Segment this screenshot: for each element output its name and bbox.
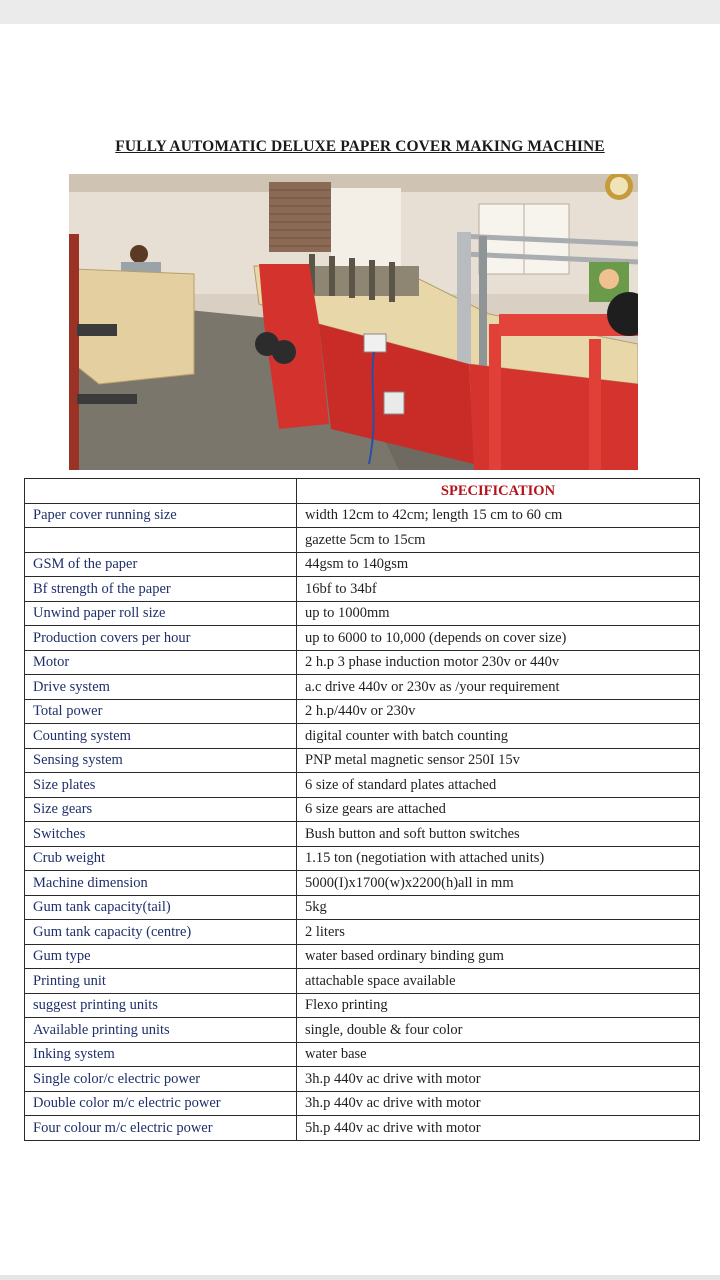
table-row (25, 895, 700, 920)
spec-label: Counting system (25, 724, 297, 749)
table-row (25, 944, 700, 969)
spec-value: 3h.p 440v ac drive with motor (297, 1067, 700, 1092)
specification-table (24, 478, 700, 1141)
table-row (25, 601, 700, 626)
spec-value: digital counter with batch counting (297, 724, 700, 749)
table-row (25, 846, 700, 871)
table-row (25, 675, 700, 700)
spec-value: 5000(I)x1700(w)x2200(h)all in mm (297, 871, 700, 896)
spec-value: 1.15 ton (negotiation with attached units) (297, 846, 700, 871)
table-row (25, 993, 700, 1018)
spec-value: gazette 5cm to 15cm (297, 528, 700, 553)
table-row (25, 699, 700, 724)
spec-label: Gum type (25, 944, 297, 969)
spec-label: Gum tank capacity (centre) (25, 920, 297, 945)
table-row (25, 1091, 700, 1116)
spec-value: 5kg (297, 895, 700, 920)
table-row (25, 1018, 700, 1043)
table-row (25, 1116, 700, 1141)
spec-label: Machine dimension (25, 871, 297, 896)
table-row (25, 503, 700, 528)
spec-value: Flexo printing (297, 993, 700, 1018)
spec-value: attachable space available (297, 969, 700, 994)
table-row (25, 724, 700, 749)
spec-value: 44gsm to 140gsm (297, 552, 700, 577)
paper-cover-machine-photo (69, 174, 638, 470)
spec-value: Bush button and soft button switches (297, 822, 700, 847)
spec-value: 6 size of standard plates attached (297, 773, 700, 798)
spec-value: single, double & four color (297, 1018, 700, 1043)
spec-value: PNP metal magnetic sensor 250I 15v (297, 748, 700, 773)
spec-label (25, 528, 297, 553)
table-row (25, 650, 700, 675)
spec-label: Motor (25, 650, 297, 675)
spec-value: width 12cm to 42cm; length 15 cm to 60 cm (297, 503, 700, 528)
table-row (25, 748, 700, 773)
spec-label: Unwind paper roll size (25, 601, 297, 626)
spec-value: 2 liters (297, 920, 700, 945)
spec-label: Available printing units (25, 1018, 297, 1043)
spec-label: Sensing system (25, 748, 297, 773)
table-row (25, 797, 700, 822)
spec-value: 5h.p 440v ac drive with motor (297, 1116, 700, 1141)
spec-value: a.c drive 440v or 230v as /your requirement (297, 675, 700, 700)
spec-label: Drive system (25, 675, 297, 700)
spec-label: Size plates (25, 773, 297, 798)
table-row (25, 552, 700, 577)
table-row (25, 1042, 700, 1067)
spec-label: Production covers per hour (25, 626, 297, 651)
top-status-bar (0, 0, 720, 24)
spec-label: Printing unit (25, 969, 297, 994)
spec-value: 2 h.p 3 phase induction motor 230v or 440v (297, 650, 700, 675)
spec-value: 2 h.p/440v or 230v (297, 699, 700, 724)
spec-label: Crub weight (25, 846, 297, 871)
spec-label: Gum tank capacity(tail) (25, 895, 297, 920)
spec-value: water based ordinary binding gum (297, 944, 700, 969)
spec-label: Four colour m/c electric power (25, 1116, 297, 1141)
table-row (25, 1067, 700, 1092)
spec-label: Paper cover running size (25, 503, 297, 528)
spec-value: water base (297, 1042, 700, 1067)
spec-label: Bf strength of the paper (25, 577, 297, 602)
table-row (25, 871, 700, 896)
table-row (25, 920, 700, 945)
table-row (25, 528, 700, 553)
document-title: FULLY AUTOMATIC DELUXE PAPER COVER MAKING MACHINE (115, 138, 605, 155)
spec-label: Total power (25, 699, 297, 724)
table-row (25, 577, 700, 602)
spec-value: 3h.p 440v ac drive with motor (297, 1091, 700, 1116)
spec-value: 6 size gears are attached (297, 797, 700, 822)
table-row (25, 822, 700, 847)
spec-label: GSM of the paper (25, 552, 297, 577)
spec-label: Double color m/c electric power (25, 1091, 297, 1116)
specification-header: SPECIFICATION (297, 479, 700, 504)
bottom-bar (0, 1275, 720, 1280)
table-row (25, 969, 700, 994)
table-row (25, 773, 700, 798)
spec-value: up to 6000 to 10,000 (depends on cover size) (297, 626, 700, 651)
spec-label: Size gears (25, 797, 297, 822)
table-header-row (25, 479, 700, 504)
empty-header-cell (25, 479, 297, 504)
spec-label: suggest printing units (25, 993, 297, 1018)
spec-value: 16bf to 34bf (297, 577, 700, 602)
table-row (25, 626, 700, 651)
spec-label: Switches (25, 822, 297, 847)
spec-label: Single color/c electric power (25, 1067, 297, 1092)
spec-value: up to 1000mm (297, 601, 700, 626)
spec-label: Inking system (25, 1042, 297, 1067)
